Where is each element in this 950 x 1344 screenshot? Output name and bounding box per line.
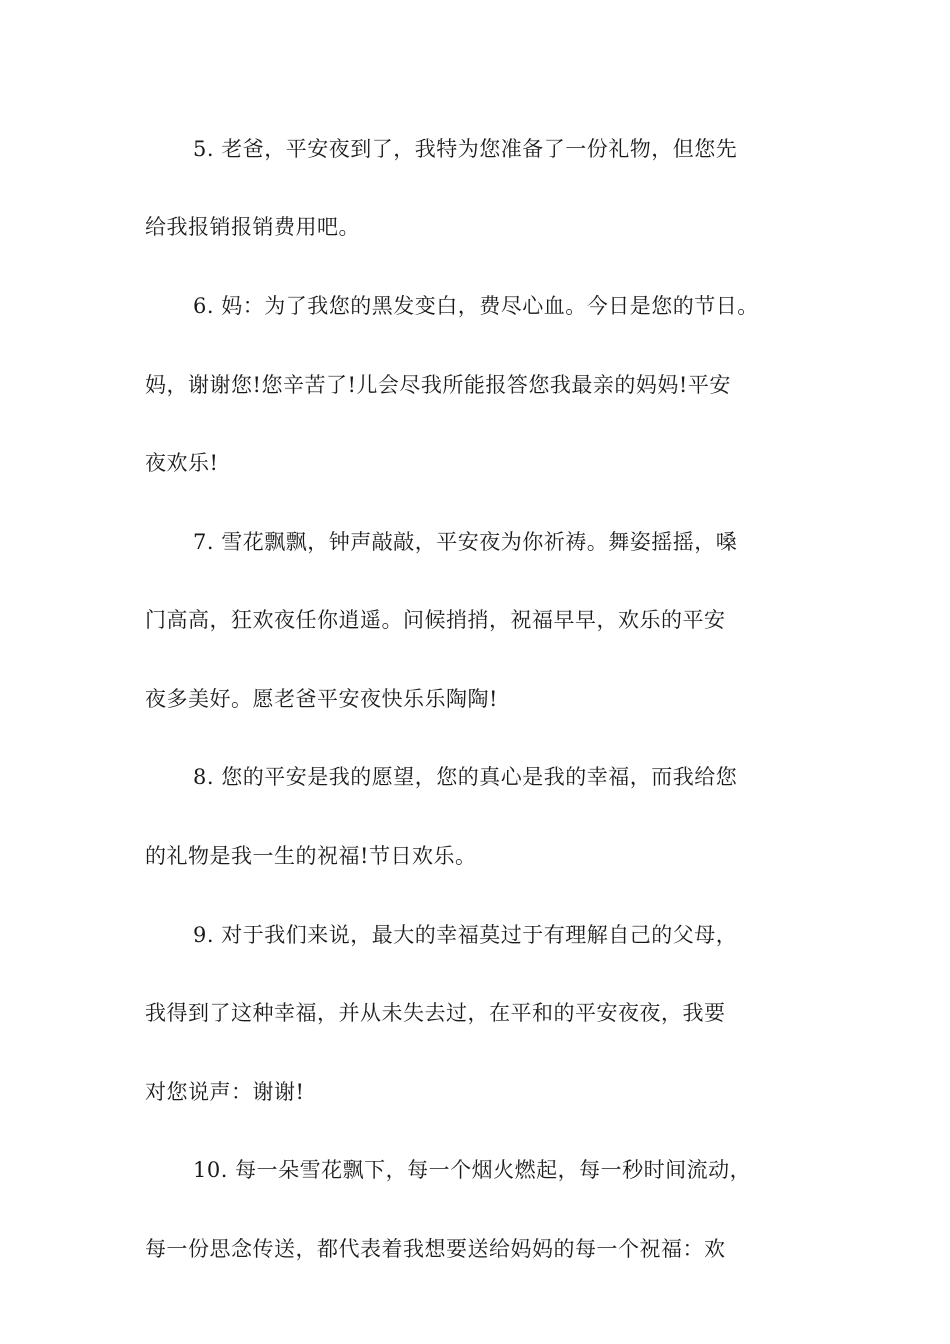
paragraph-6-line-2: 妈，谢谢您!您辛苦了!儿会尽我所能报答您我最亲的妈妈!平安 (145, 373, 731, 397)
paragraph-8-line-1: 8. 您的平安是我的愿望，您的真心是我的幸福，而我给您 (193, 765, 738, 789)
paragraph-6-line-3: 夜欢乐! (145, 451, 219, 475)
paragraph-8-line-2: 的礼物是我一生的祝福!节日欢乐。 (145, 844, 477, 868)
paragraph-9-line-1: 9. 对于我们来说，最大的幸福莫过于有理解自己的父母， (193, 923, 738, 947)
paragraph-10-line-1: 10. 每一朵雪花飘下，每一个烟火燃起，每一秒时间流动， (193, 1158, 752, 1182)
paragraph-7-line-2: 门高高，狂欢夜任你逍遥。问候捎捎，祝福早早，欢乐的平安 (145, 608, 726, 632)
paragraph-9-line-3: 对您说声：谢谢! (145, 1080, 305, 1104)
paragraph-5-line-2: 给我报销报销费用吧。 (145, 215, 360, 239)
paragraph-6-line-1: 6. 妈：为了我您的黑发变白，费尽心血。今日是您的节日。 (193, 294, 759, 318)
paragraph-9-line-2: 我得到了这种幸福，并从未失去过，在平和的平安夜夜，我要 (145, 1001, 726, 1025)
paragraph-5-line-1: 5. 老爸，平安夜到了，我特为您准备了一份礼物，但您先 (193, 137, 738, 161)
paragraph-10-line-2: 每一份思念传送，都代表着我想要送给妈妈的每一个祝福：欢 (145, 1237, 726, 1261)
paragraph-7-line-3: 夜多美好。愿老爸平安夜快乐乐陶陶! (145, 687, 498, 711)
paragraph-7-line-1: 7. 雪花飘飘，钟声敲敲，平安夜为你祈祷。舞姿摇摇，嗓 (193, 530, 738, 554)
